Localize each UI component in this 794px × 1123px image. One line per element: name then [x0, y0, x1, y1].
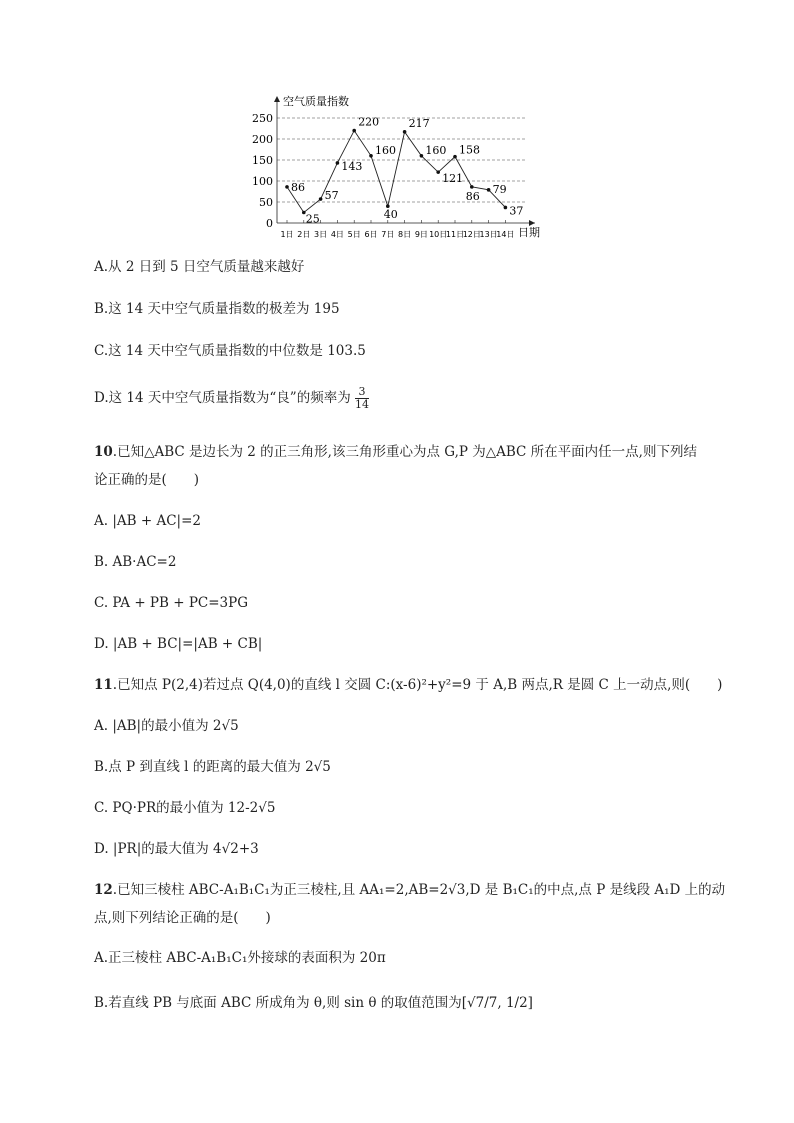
q10-stem-text: .已知△ABC 是边长为 2 的正三角形,该三角形重心为点 G,P 为△ABC 所在平面内任一点,则下列结 [112, 444, 697, 460]
q10-stem-line2: 论正确的是( ) [94, 472, 200, 488]
data-point [319, 197, 323, 201]
data-point [436, 170, 440, 174]
y-tick-label: 50 [259, 196, 273, 209]
q10-option-a: A. |AB + AC|=2 [94, 513, 201, 529]
data-point [453, 155, 457, 159]
y-tick-label: 100 [252, 175, 273, 188]
fraction [355, 386, 369, 411]
y-tick-label: 150 [252, 154, 273, 167]
data-point [487, 188, 491, 192]
data-label: 37 [509, 204, 524, 218]
y-axis-arrow [274, 96, 280, 102]
question-number: 10 [94, 444, 113, 460]
q10-option-b: B. AB·AC=2 [94, 554, 177, 570]
q10-stem-line1 [94, 442, 697, 462]
y-tick-label: 0 [266, 217, 273, 230]
y-tick-label: 200 [252, 133, 273, 146]
data-label: 121 [442, 172, 464, 186]
data-label: 158 [459, 143, 480, 157]
fraction-numerator: 3 [358, 385, 366, 398]
x-tick-label: 14日 [496, 230, 515, 239]
x-tick-label: 6日 [364, 230, 378, 239]
data-point [369, 154, 373, 158]
q11-option-a: A. |AB|的最小值为 2√5 [94, 718, 239, 734]
data-label: 79 [492, 182, 507, 196]
data-label: 40 [383, 208, 398, 222]
air-quality-chart [245, 90, 550, 245]
data-label: 217 [408, 116, 430, 130]
y-tick-label: 250 [252, 112, 273, 125]
q12-stem-line1 [94, 880, 725, 900]
data-label: 86 [291, 180, 305, 194]
q11-option-b: B.点 P 到直线 l 的距离的最大值为 2√5 [94, 759, 331, 775]
q12-option-b: B.若直线 PB 与底面 ABC 所成角为 θ,则 sin θ 的取值范围为[√7/7, 1/2] [94, 995, 533, 1011]
x-tick-label: 3日 [314, 230, 328, 239]
question-number: 12 [94, 882, 113, 898]
x-axis-label: 日期 [518, 226, 540, 239]
data-label: 220 [358, 115, 380, 129]
data-point [285, 185, 289, 189]
data-point [420, 154, 424, 158]
data-label: 143 [341, 159, 363, 173]
q11-option-c: C. PQ·PR的最小值为 12-2√5 [94, 800, 276, 816]
x-tick-label: 5日 [347, 230, 361, 239]
question-number: 11 [94, 677, 113, 693]
q10-option-c: C. PA + PB + PC=3PG [94, 595, 248, 611]
x-tick-label: 11日 [445, 230, 465, 239]
q9-option-b: B.这 14 天中空气质量指数的极差为 195 [94, 301, 340, 317]
data-point [470, 185, 474, 189]
q9-option-d [94, 386, 369, 411]
q10-option-d: D. |AB + BC|=|AB + CB| [94, 636, 263, 652]
data-point [352, 129, 356, 133]
fraction-denominator: 14 [355, 398, 369, 411]
x-tick-label: 8日 [398, 230, 412, 239]
data-point [336, 161, 340, 165]
x-tick-label: 13日 [479, 230, 498, 239]
q12-option-a: A.正三棱柱 ABC-A₁B₁C₁外接球的表面积为 20π [94, 950, 386, 966]
q11-option-d: D. |PR|的最大值为 4√2+3 [94, 841, 259, 857]
x-tick-label: 1日 [280, 230, 294, 239]
q12-stem-line2: 点,则下列结论正确的是( ) [94, 910, 271, 926]
data-label: 160 [375, 143, 396, 157]
data-point [504, 206, 508, 210]
q11-stem-text: .已知点 P(2,4)若过点 Q(4,0)的直线 l 交圆 C:(x-6)²+y²=9 于 A,B 两点,R 是圆 C 上一动点,则( ) [112, 677, 723, 693]
data-label: 57 [324, 189, 339, 203]
q12-stem-text: .已知三棱柱 ABC-A₁B₁C₁为正三棱柱,且 AA₁=2,AB=2√3,D 是 B₁C₁的中点,点 P 是线段 A₁D 上的动 [112, 882, 726, 898]
data-label: 25 [305, 212, 320, 226]
q9-option-c: C.这 14 天中空气质量指数的中位数是 103.5 [94, 343, 366, 359]
x-tick-label: 9日 [414, 230, 428, 239]
x-tick-label: 4日 [330, 230, 344, 239]
q11-stem [94, 675, 722, 695]
x-tick-label: 10日 [429, 230, 448, 239]
data-label: 86 [465, 189, 480, 203]
data-label: 160 [425, 143, 447, 157]
x-tick-label: 2日 [297, 230, 311, 239]
x-tick-label: 12日 [462, 230, 481, 239]
x-tick-label: 7日 [381, 230, 395, 239]
data-point [403, 130, 407, 134]
q9-option-d-text: D.这 14 天中空气质量指数为“良”的频率为 [94, 390, 351, 406]
y-axis-label: 空气质量指数 [283, 95, 349, 108]
q9-option-a: A.从 2 日到 5 日空气质量越来越好 [94, 259, 305, 275]
